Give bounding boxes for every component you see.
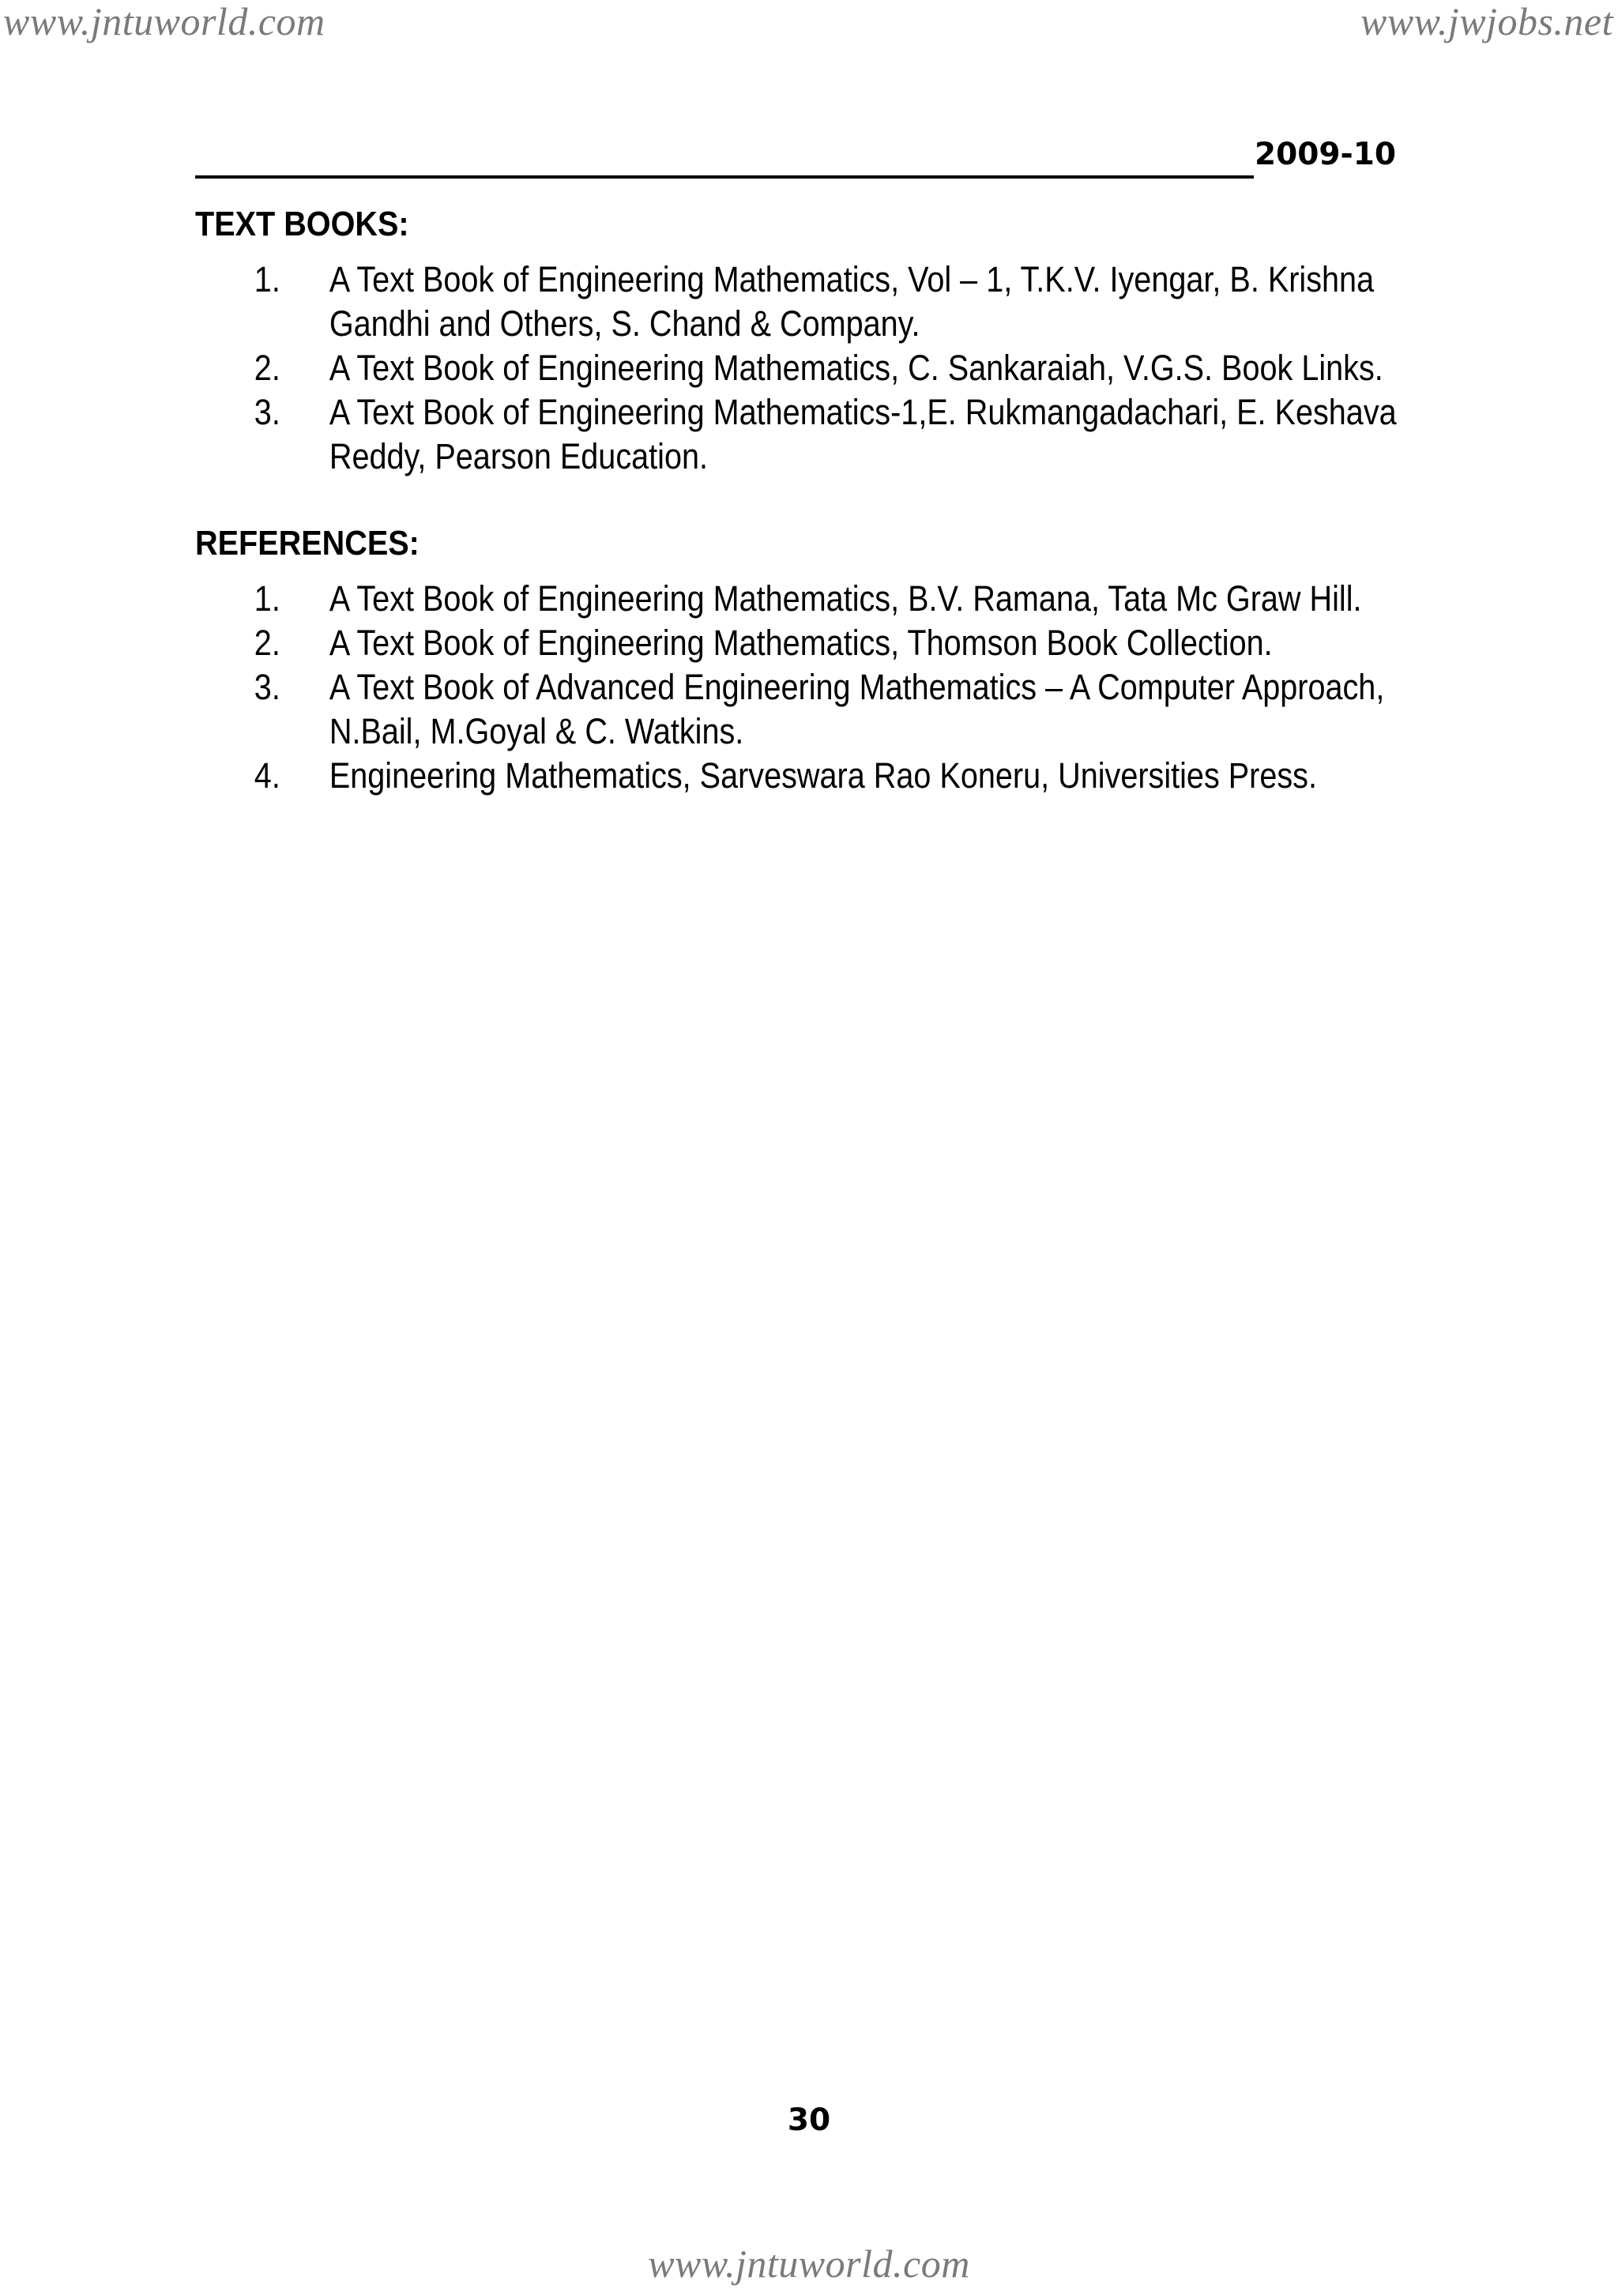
list-item-line: Gandhi and Others, S. Chand & Company. bbox=[329, 303, 920, 344]
page-number: 30 bbox=[787, 2102, 831, 2138]
reference-item bbox=[195, 577, 1362, 621]
list-item-number: 2. bbox=[254, 623, 280, 663]
list-item-text bbox=[329, 754, 1317, 798]
list-item-line: A Text Book of Engineering Mathematics-1,E. Rukmangadachari, E. Keshava bbox=[329, 392, 1397, 432]
watermark-top-left: www.jntuworld.com bbox=[3, 0, 325, 43]
list-item-line: A Text Book of Engineering Mathematics, Vol – 1, T.K.V. Iyengar, B. Krishna bbox=[329, 259, 1375, 299]
text-books-list bbox=[195, 258, 1459, 479]
list-item-line: A Text Book of Engineering Mathematics, C. Sankaraiah, V.G.S. Book Links. bbox=[329, 348, 1383, 388]
text-book-item bbox=[195, 346, 1383, 390]
text-books-heading: TEXT BOOKS: bbox=[195, 205, 409, 243]
list-item-line: A Text Book of Advanced Engineering Mathematics – A Computer Approach, bbox=[329, 667, 1385, 707]
header-year: 2009-10 bbox=[1255, 137, 1397, 172]
reference-item bbox=[195, 665, 1385, 754]
list-item-text bbox=[329, 621, 1308, 665]
watermark-bottom: www.jntuworld.com bbox=[648, 2241, 970, 2286]
list-item-text bbox=[329, 390, 1397, 479]
list-item-line: A Text Book of Engineering Mathematics, Thomson Book Collection. bbox=[329, 623, 1273, 663]
references-list bbox=[195, 577, 1459, 798]
list-item-line: Reddy, Pearson Education. bbox=[329, 436, 709, 476]
list-item-number: 3. bbox=[254, 392, 280, 432]
list-item-line: N.Bail, M.Goyal & C. Watkins. bbox=[329, 711, 744, 751]
text-book-item bbox=[195, 390, 1397, 479]
references-heading: REFERENCES: bbox=[195, 524, 420, 563]
watermark-top-right: www.jwjobs.net bbox=[1360, 0, 1613, 43]
list-item-line: Engineering Mathematics, Sarveswara Rao Koneru, Universities Press. bbox=[329, 755, 1317, 796]
list-item-number: 4. bbox=[254, 755, 280, 796]
text-book-item bbox=[195, 258, 1375, 346]
reference-item bbox=[195, 754, 1317, 798]
list-item-text bbox=[329, 258, 1375, 346]
list-item-text bbox=[329, 577, 1362, 621]
list-item-text bbox=[329, 346, 1383, 390]
reference-item bbox=[195, 621, 1308, 665]
list-item-number: 3. bbox=[254, 667, 280, 707]
header-rule bbox=[195, 175, 1254, 179]
list-item-line: A Text Book of Engineering Mathematics, B.V. Ramana, Tata Mc Graw Hill. bbox=[329, 578, 1362, 619]
list-item-number: 2. bbox=[254, 348, 280, 388]
list-item-number: 1. bbox=[254, 578, 280, 619]
list-item-text bbox=[329, 665, 1385, 754]
list-item-number: 1. bbox=[254, 259, 280, 299]
